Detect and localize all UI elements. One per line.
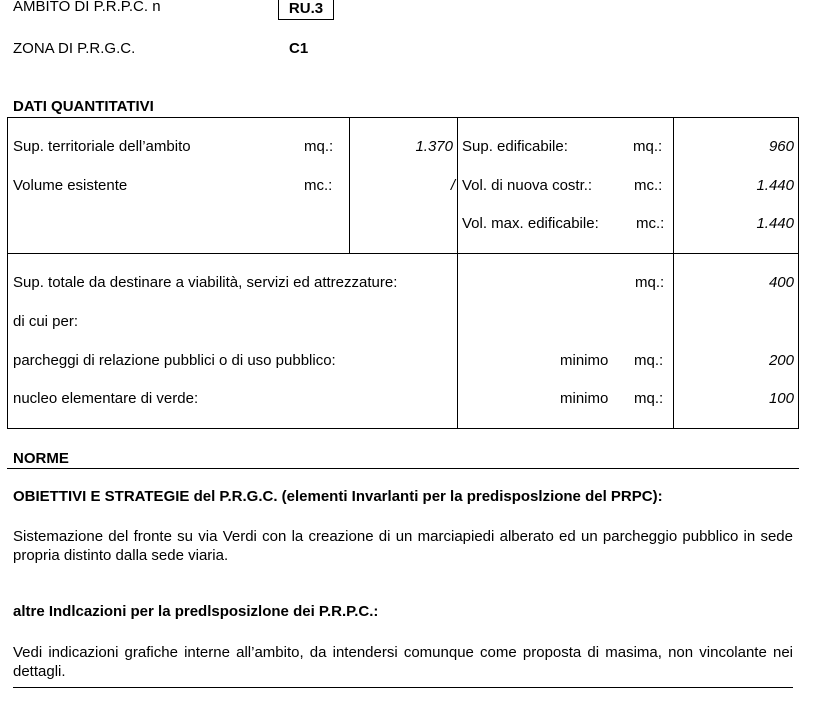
ambito-label: AMBITO DI P.R.P.C. n (13, 0, 161, 15)
verde-label: nucleo elementare di verde: (13, 390, 199, 407)
parcheggi-qualifier: minimo (560, 352, 609, 369)
vol-nuova-costr-value: 1.440 (756, 177, 794, 194)
ambito-code-box (278, 0, 334, 20)
bottom-divider (13, 687, 793, 688)
parcheggi-value: 200 (768, 352, 794, 369)
sup-territoriale-value: 1.370 (415, 138, 453, 155)
vol-max-value: 1.440 (756, 215, 794, 232)
sup-edificabile-value: 960 (768, 138, 794, 155)
vol-max-label: Vol. max. edificabile: (462, 215, 599, 232)
verde-value: 100 (768, 390, 794, 407)
vol-max-unit: mc.: (636, 215, 665, 232)
sup-territoriale-label: Sup. territoriale dell’ambito (13, 138, 191, 155)
zona-code: C1 (289, 40, 309, 57)
volume-esistente-label: Volume esistente (13, 177, 128, 194)
dati-title: DATI QUANTITATIVI (13, 98, 154, 115)
norme-divider (7, 468, 799, 469)
vol-nuova-costr-unit: mc.: (634, 177, 663, 194)
altre-heading: altre Indlcazioni per la predlsposizlone dei P.R.P.C.: (13, 603, 379, 620)
sup-edificabile-unit: mq.: (633, 138, 663, 155)
volume-esistente-value: / (450, 177, 455, 194)
sup-totale-label: Sup. totale da destinare a viabilità, servizi ed attrezzature: (13, 274, 398, 291)
sup-territoriale-unit: mq.: (304, 138, 334, 155)
parcheggi-unit: mq.: (634, 352, 664, 369)
ambito-code: RU.3 (288, 0, 324, 17)
vol-nuova-costr-label: Vol. di nuova costr.: (462, 177, 593, 194)
obiettivi-text: Sistemazione del fronte su via Verdi con la creazione di un marciapiedi alberato ed un parcheggio pubblico in sede propria distinto dalla sede viaria. (13, 528, 793, 564)
obiettivi-heading: OBIETTIVI E STRATEGIE del P.R.G.C. (elementi Invarlanti per la predisposlzione del PRPC): (13, 488, 663, 505)
di-cui-label: di cui per: (13, 313, 79, 330)
zona-label: ZONA DI P.R.G.C. (13, 40, 136, 57)
parcheggi-label: parcheggi di relazione pubblici o di uso pubblico: (13, 352, 336, 369)
verde-unit: mq.: (634, 390, 664, 407)
norme-title: NORME (13, 450, 69, 467)
altre-text: Vedi indicazioni grafiche interne all’ambito, da intendersi comunque come proposta di masima, non vincolante nei dettagli. (13, 644, 793, 680)
verde-qualifier: minimo (560, 390, 609, 407)
sup-edificabile-label: Sup. edificabile: (462, 138, 568, 155)
volume-esistente-unit: mc.: (304, 177, 333, 194)
sup-totale-unit: mq.: (635, 274, 665, 291)
sup-totale-value: 400 (768, 274, 794, 291)
